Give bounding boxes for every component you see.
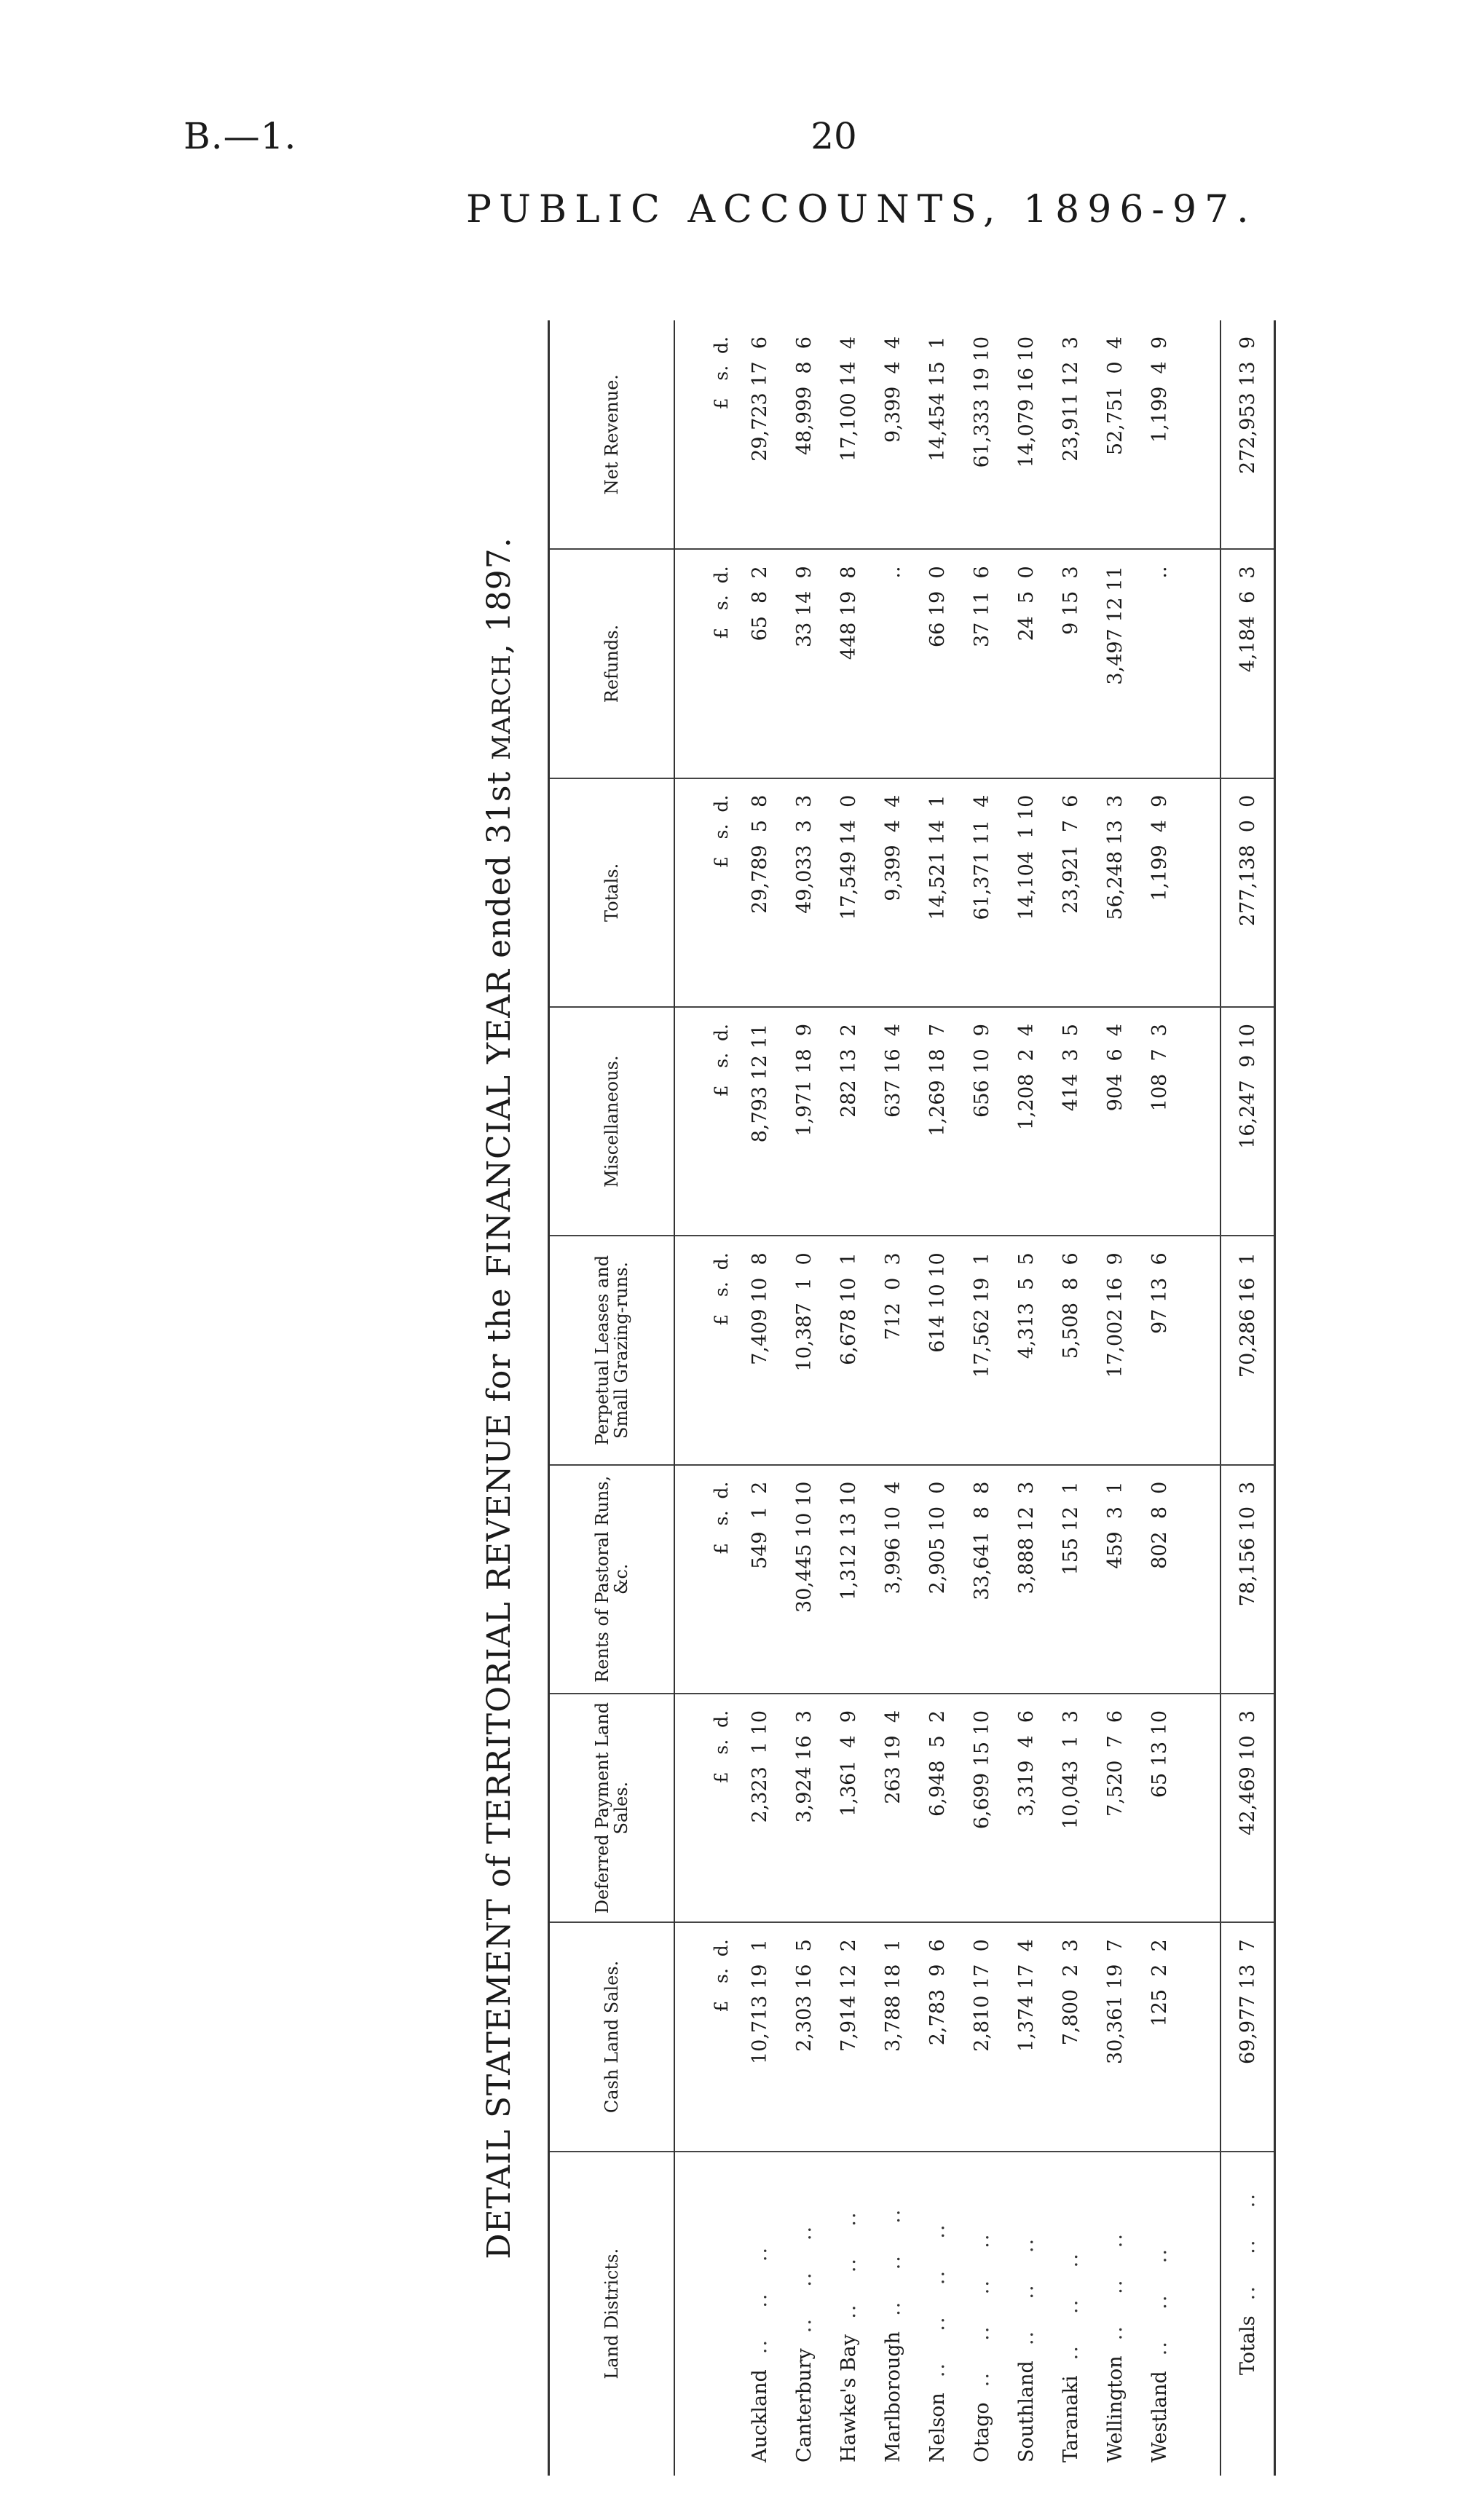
district-name: Hawke's Bay xyxy=(837,2334,860,2462)
units-cell: £ s. d. xyxy=(674,1465,738,1694)
totals-label-cell xyxy=(1220,2152,1275,2476)
spacer-cell xyxy=(1182,549,1220,778)
value-cell: 459 3 1 xyxy=(1093,1465,1137,1694)
value-cell: 904 6 4 xyxy=(1093,1007,1137,1236)
leader-dots: .. .. .. xyxy=(793,2224,816,2349)
value-cell: 2,783 9 6 xyxy=(915,1922,960,2151)
table-row xyxy=(915,320,960,2476)
leader-dots: .. .. .. .. xyxy=(971,2232,993,2403)
value-cell: 5,508 8 6 xyxy=(1049,1236,1093,1464)
value-cell: 33,641 8 8 xyxy=(960,1465,1004,1694)
value-cell: 7,409 10 8 xyxy=(738,1236,782,1464)
value-cell: 6,699 15 10 xyxy=(960,1694,1004,1922)
value-cell: 17,002 16 9 xyxy=(1093,1236,1137,1464)
spacer-cell xyxy=(1182,1922,1220,2151)
value-cell: 8,793 12 11 xyxy=(738,1007,782,1236)
table-row xyxy=(1004,320,1049,2476)
district-cell xyxy=(1137,2152,1182,2476)
district-name: Marlborough xyxy=(882,2331,904,2462)
table-row xyxy=(1093,320,1137,2476)
value-cell: 549 1 2 xyxy=(738,1465,782,1694)
district-cell xyxy=(827,2152,871,2476)
value-cell: 1,199 4 9 xyxy=(1137,778,1182,1007)
value-cell: 52,751 0 4 xyxy=(1093,320,1137,549)
totals-value: 78,156 10 3 xyxy=(1220,1465,1275,1694)
district-name: Auckland xyxy=(749,2369,771,2462)
table-row xyxy=(960,320,1004,2476)
value-cell: 1,269 18 7 xyxy=(915,1007,960,1236)
district-cell xyxy=(1093,2152,1137,2476)
totals-row xyxy=(1220,320,1275,2476)
value-cell: 656 10 9 xyxy=(960,1007,1004,1236)
col-header-land-districts: Land Districts. xyxy=(549,2152,675,2476)
district-name: Canterbury xyxy=(793,2348,816,2462)
spacer-cell xyxy=(1182,778,1220,1007)
value-cell: 282 13 2 xyxy=(827,1007,871,1236)
value-cell: 3,497 12 11 xyxy=(1093,549,1137,778)
value-cell: 14,104 1 10 xyxy=(1004,778,1049,1007)
district-name: Southland xyxy=(1015,2361,1038,2462)
col-header-net-revenue: Net Revenue. xyxy=(549,320,675,549)
table-row xyxy=(1049,320,1093,2476)
totals-value: 272,953 13 9 xyxy=(1220,320,1275,549)
totals-value: 70,286 16 1 xyxy=(1220,1236,1275,1464)
page-code: B.—1. xyxy=(184,115,297,157)
table-row xyxy=(1137,320,1182,2476)
value-cell: 108 7 3 xyxy=(1137,1007,1182,1236)
value-cell: 2,303 16 5 xyxy=(782,1922,827,2151)
col-header-cash-land-sales: Cash Land Sales. xyxy=(549,1922,675,2151)
value-cell: 37 11 6 xyxy=(960,549,1004,778)
units-cell: £ s. d. xyxy=(674,549,738,778)
value-cell: 637 16 4 xyxy=(871,1007,915,1236)
value-cell: 414 3 5 xyxy=(1049,1007,1093,1236)
district-cell xyxy=(915,2152,960,2476)
value-cell: 1,971 18 9 xyxy=(782,1007,827,1236)
value-cell: 30,445 10 10 xyxy=(782,1465,827,1694)
spacer-cell xyxy=(1182,1465,1220,1694)
totals-value: 42,469 10 3 xyxy=(1220,1694,1275,1922)
value-cell: 61,333 19 10 xyxy=(960,320,1004,549)
totals-value: 69,977 13 7 xyxy=(1220,1922,1275,2151)
units-cell xyxy=(674,2152,738,2476)
value-cell: 30,361 19 7 xyxy=(1093,1922,1137,2151)
district-cell xyxy=(782,2152,827,2476)
value-cell: 802 8 0 xyxy=(1137,1465,1182,1694)
district-rows xyxy=(738,320,1182,2476)
leader-dots: .. .. .. xyxy=(1060,2252,1082,2376)
value-cell: 1,312 13 10 xyxy=(827,1465,871,1694)
col-header-deferred-payment: Deferred Payment Land Sales. xyxy=(549,1694,675,1922)
leader-dots: .. .. .. xyxy=(1015,2237,1038,2361)
value-cell: 6,678 10 1 xyxy=(827,1236,871,1464)
table-row xyxy=(871,320,915,2476)
totals-value: 4,184 6 3 xyxy=(1220,549,1275,778)
statement-title xyxy=(481,320,532,2476)
totals-label: Totals xyxy=(1236,2315,1259,2375)
value-cell: 614 10 10 xyxy=(915,1236,960,1464)
value-cell: 61,371 11 4 xyxy=(960,778,1004,1007)
value-cell: 3,319 4 6 xyxy=(1004,1694,1049,1922)
value-cell: 33 14 9 xyxy=(782,549,827,778)
value-cell: 48,999 8 6 xyxy=(782,320,827,549)
value-cell: 1,199 4 9 xyxy=(1137,320,1182,549)
value-cell: 10,713 19 1 xyxy=(738,1922,782,2151)
district-cell xyxy=(1049,2152,1093,2476)
district-name: Otago xyxy=(971,2402,993,2462)
value-cell: 7,800 2 3 xyxy=(1049,1922,1093,2151)
value-cell: 712 0 3 xyxy=(871,1236,915,1464)
value-cell: 6,948 5 2 xyxy=(915,1694,960,1922)
value-cell: 448 19 8 xyxy=(827,549,871,778)
value-cell: 3,888 12 3 xyxy=(1004,1465,1049,1694)
table-row xyxy=(827,320,871,2476)
value-cell: 9,399 4 4 xyxy=(871,778,915,1007)
units-cell: £ s. d. xyxy=(674,1007,738,1236)
value-cell: 3,996 10 4 xyxy=(871,1465,915,1694)
value-cell: 14,079 16 10 xyxy=(1004,320,1049,549)
value-cell: 9 15 3 xyxy=(1049,549,1093,778)
value-cell: 1,361 4 9 xyxy=(827,1694,871,1922)
district-name: Taranaki xyxy=(1060,2375,1082,2462)
value-cell: 17,549 14 0 xyxy=(827,778,871,1007)
value-cell: 7,520 7 6 xyxy=(1093,1694,1137,1922)
units-cell: £ s. d. xyxy=(674,778,738,1007)
value-cell: 10,043 1 3 xyxy=(1049,1694,1093,1922)
value-cell: 263 19 4 xyxy=(871,1694,915,1922)
spacer-cell xyxy=(1182,320,1220,549)
spacer-cell xyxy=(1182,1694,1220,1922)
units-cell: £ s. d. xyxy=(674,1236,738,1464)
leader-dots: .. .. .. xyxy=(1148,2248,1171,2371)
leader-dots: .. .. .. .. xyxy=(926,2223,949,2393)
value-cell: 29,723 17 6 xyxy=(738,320,782,549)
statement-title-month: MARCH xyxy=(487,654,516,760)
col-header-totals: Totals. xyxy=(549,778,675,1007)
value-cell: 14,521 14 1 xyxy=(915,778,960,1007)
leader-dots: .. .. .. xyxy=(837,2211,860,2334)
value-cell: .. xyxy=(1137,549,1182,778)
totals-value: 16,247 9 10 xyxy=(1220,1007,1275,1236)
spacer-row xyxy=(1182,320,1220,2476)
totals-leader-dots: .. .. .. xyxy=(1236,2192,1259,2316)
value-cell: 7,914 12 2 xyxy=(827,1922,871,2151)
statement-title-suffix: , 1897. xyxy=(481,537,518,655)
value-cell: 3,924 16 3 xyxy=(782,1694,827,1922)
district-name: Westland xyxy=(1148,2371,1171,2462)
totals-value: 277,138 0 0 xyxy=(1220,778,1275,1007)
value-cell: 2,810 17 0 xyxy=(960,1922,1004,2151)
value-cell: 65 13 10 xyxy=(1137,1694,1182,1922)
territorial-revenue-table xyxy=(548,320,1276,2476)
value-cell: 66 19 0 xyxy=(915,549,960,778)
value-cell: 97 13 6 xyxy=(1137,1236,1182,1464)
value-cell: 155 12 1 xyxy=(1049,1465,1093,1694)
value-cell: .. xyxy=(871,549,915,778)
value-cell: 125 2 2 xyxy=(1137,1922,1182,2151)
header-row xyxy=(549,320,675,2476)
leader-dots: .. .. .. xyxy=(1104,2232,1127,2356)
spacer-cell xyxy=(1182,2152,1220,2476)
value-cell: 1,374 17 4 xyxy=(1004,1922,1049,2151)
col-header-rents-pastoral: Rents of Pastoral Runs, &c. xyxy=(549,1465,675,1694)
value-cell: 4,313 5 5 xyxy=(1004,1236,1049,1464)
leader-dots: .. .. .. xyxy=(882,2208,904,2331)
spacer-cell xyxy=(1182,1007,1220,1236)
units-cell: £ s. d. xyxy=(674,1922,738,2151)
value-cell: 49,033 3 3 xyxy=(782,778,827,1007)
value-cell: 23,921 7 6 xyxy=(1049,778,1093,1007)
value-cell: 17,562 19 1 xyxy=(960,1236,1004,1464)
col-header-perpetual-leases: Perpetual Leases and Small Grazing-runs. xyxy=(549,1236,675,1464)
units-row xyxy=(674,320,738,2476)
col-header-refunds: Refunds. xyxy=(549,549,675,778)
spacer-cell xyxy=(1182,1236,1220,1464)
value-cell: 29,789 5 8 xyxy=(738,778,782,1007)
value-cell: 23,911 12 3 xyxy=(1049,320,1093,549)
page-number: 20 xyxy=(811,115,857,157)
statement-title-prefix: DETAIL STATEMENT of TERRITORIAL REVENUE for the FINANCIAL YEAR ended 31st xyxy=(481,759,518,2259)
value-cell: 24 5 0 xyxy=(1004,549,1049,778)
district-name: Wellington xyxy=(1104,2355,1127,2462)
district-cell xyxy=(738,2152,782,2476)
page-title: PUBLIC ACCOUNTS, 1896-97. xyxy=(466,188,1257,232)
district-cell xyxy=(1004,2152,1049,2476)
district-cell xyxy=(960,2152,1004,2476)
value-cell: 2,323 1 10 xyxy=(738,1694,782,1922)
units-cell: £ s. d. xyxy=(674,1694,738,1922)
leader-dots: .. .. .. xyxy=(749,2246,771,2370)
table-row xyxy=(782,320,827,2476)
table-row xyxy=(738,320,782,2476)
district-name: Nelson xyxy=(926,2393,949,2462)
value-cell: 65 8 2 xyxy=(738,549,782,778)
value-cell: 2,905 10 0 xyxy=(915,1465,960,1694)
value-cell: 3,788 18 1 xyxy=(871,1922,915,2151)
value-cell: 10,387 1 0 xyxy=(782,1236,827,1464)
value-cell: 9,399 4 4 xyxy=(871,320,915,549)
col-header-miscellaneous: Miscellaneous. xyxy=(549,1007,675,1236)
rotated-statement xyxy=(481,320,1471,2476)
district-cell xyxy=(871,2152,915,2476)
value-cell: 1,208 2 4 xyxy=(1004,1007,1049,1236)
value-cell: 14,454 15 1 xyxy=(915,320,960,549)
value-cell: 17,100 14 4 xyxy=(827,320,871,549)
value-cell: 56,248 13 3 xyxy=(1093,778,1137,1007)
units-cell: £ s. d. xyxy=(674,320,738,549)
